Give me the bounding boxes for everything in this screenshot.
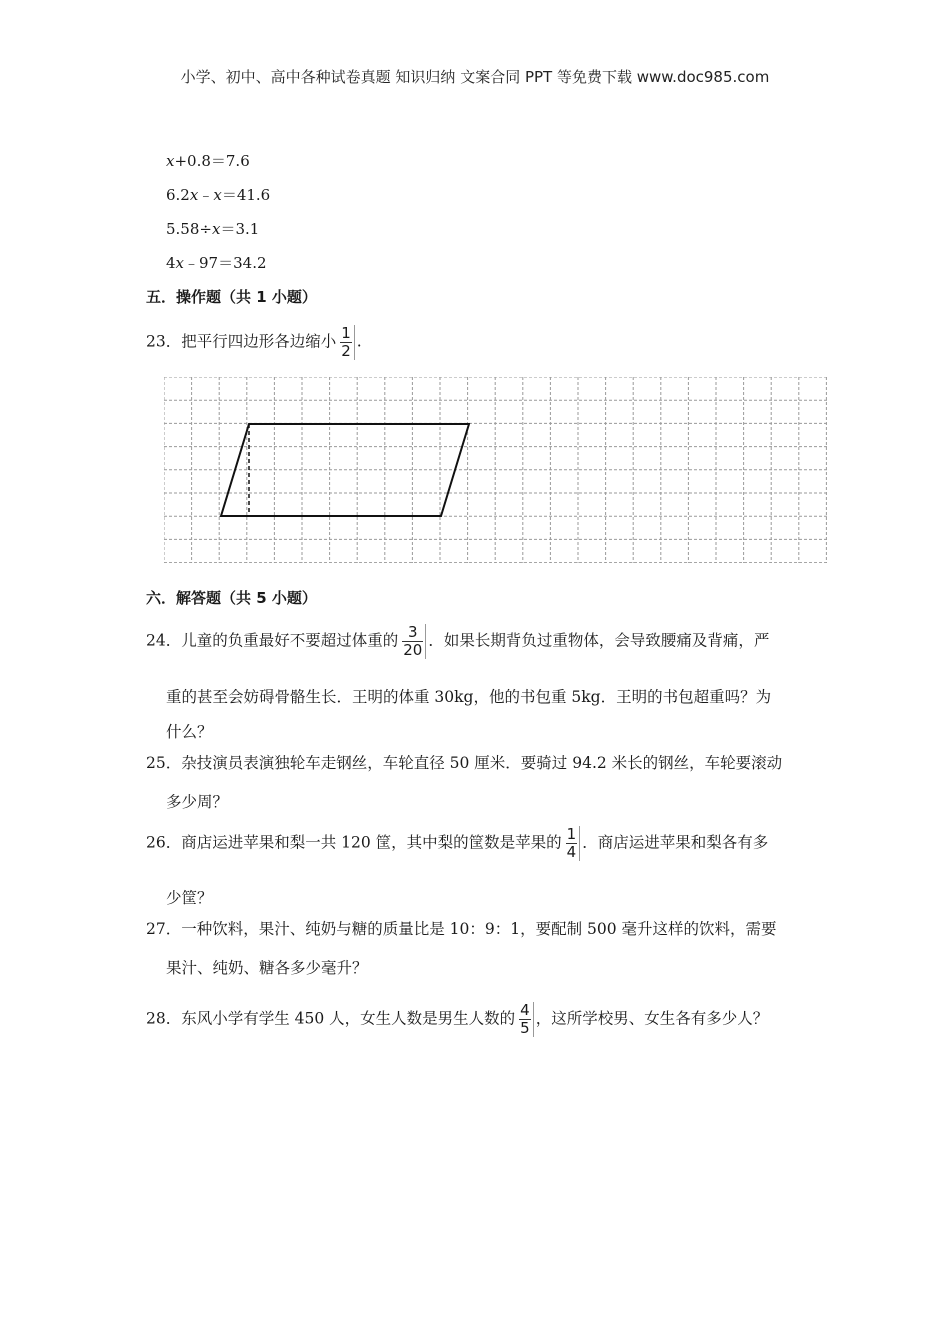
fraction: $\frac{1}{2}$	[338, 325, 355, 360]
fraction: $\frac{4}{5}$	[517, 1002, 534, 1037]
question-24: 24．儿童的负重最好不要超过体重的 $\frac{3}{20}$ ．如果长期背负过重物体，会导致腰痛及背痛，严	[146, 623, 770, 659]
question-26: 26．商店运进苹果和梨一共 120 筐，其中梨的筐数是苹果的 $\frac{1}{4}$ ．商店运进苹果和梨各有多	[146, 825, 769, 861]
question-25-line-2: 多少周？	[166, 793, 229, 811]
question-27: 27．一种饮料，果汁、纯奶与糖的质量比是 10：9：1，要配制 500 毫升这样的饮料，需要	[146, 920, 777, 938]
grid-svg	[164, 377, 828, 563]
equation-4: 4x﹣97＝34.2	[166, 254, 267, 272]
equation-3: 5.58÷x＝3.1	[166, 220, 260, 238]
question-28: 28．东风小学有学生 450 人，女生人数是男生人数的 $\frac{4}{5}$ ，这所学校男、女生各有多少人？	[146, 1001, 769, 1037]
page-header: 小学、初中、高中各种试卷真题 知识归纳 文案合同 PPT 等免费下载 www.doc985.com	[180, 68, 770, 86]
question-24-line-3: 什么？	[166, 723, 213, 741]
question-27-line-2: 果汁、纯奶、糖各多少毫升？	[166, 959, 368, 977]
fraction: $\frac{3}{20}$	[400, 624, 426, 659]
equation-1: x+0.8＝7.6	[166, 152, 250, 170]
question-23: 23．把平行四边形各边缩小 $\frac{1}{2}$ .	[146, 324, 362, 360]
grid-figure	[164, 377, 828, 563]
question-25: 25．杂技演员表演独轮车走钢丝，车轮直径 50 厘米．要骑过 94.2 米长的钢丝，车轮要滚动	[146, 754, 783, 772]
fraction: $\frac{1}{4}$	[564, 826, 581, 861]
section-title-5: 五．操作题（共 1 小题）	[146, 288, 317, 306]
equation-2: 6.2x﹣x＝41.6	[166, 186, 271, 204]
question-24-line-2: 重的甚至会妨碍骨骼生长．王明的体重 30kg，他的书包重 5kg．王明的书包超重吗？为	[166, 688, 772, 706]
question-26-line-2: 少筐？	[166, 889, 213, 907]
section-title-6: 六．解答题（共 5 小题）	[146, 589, 317, 607]
